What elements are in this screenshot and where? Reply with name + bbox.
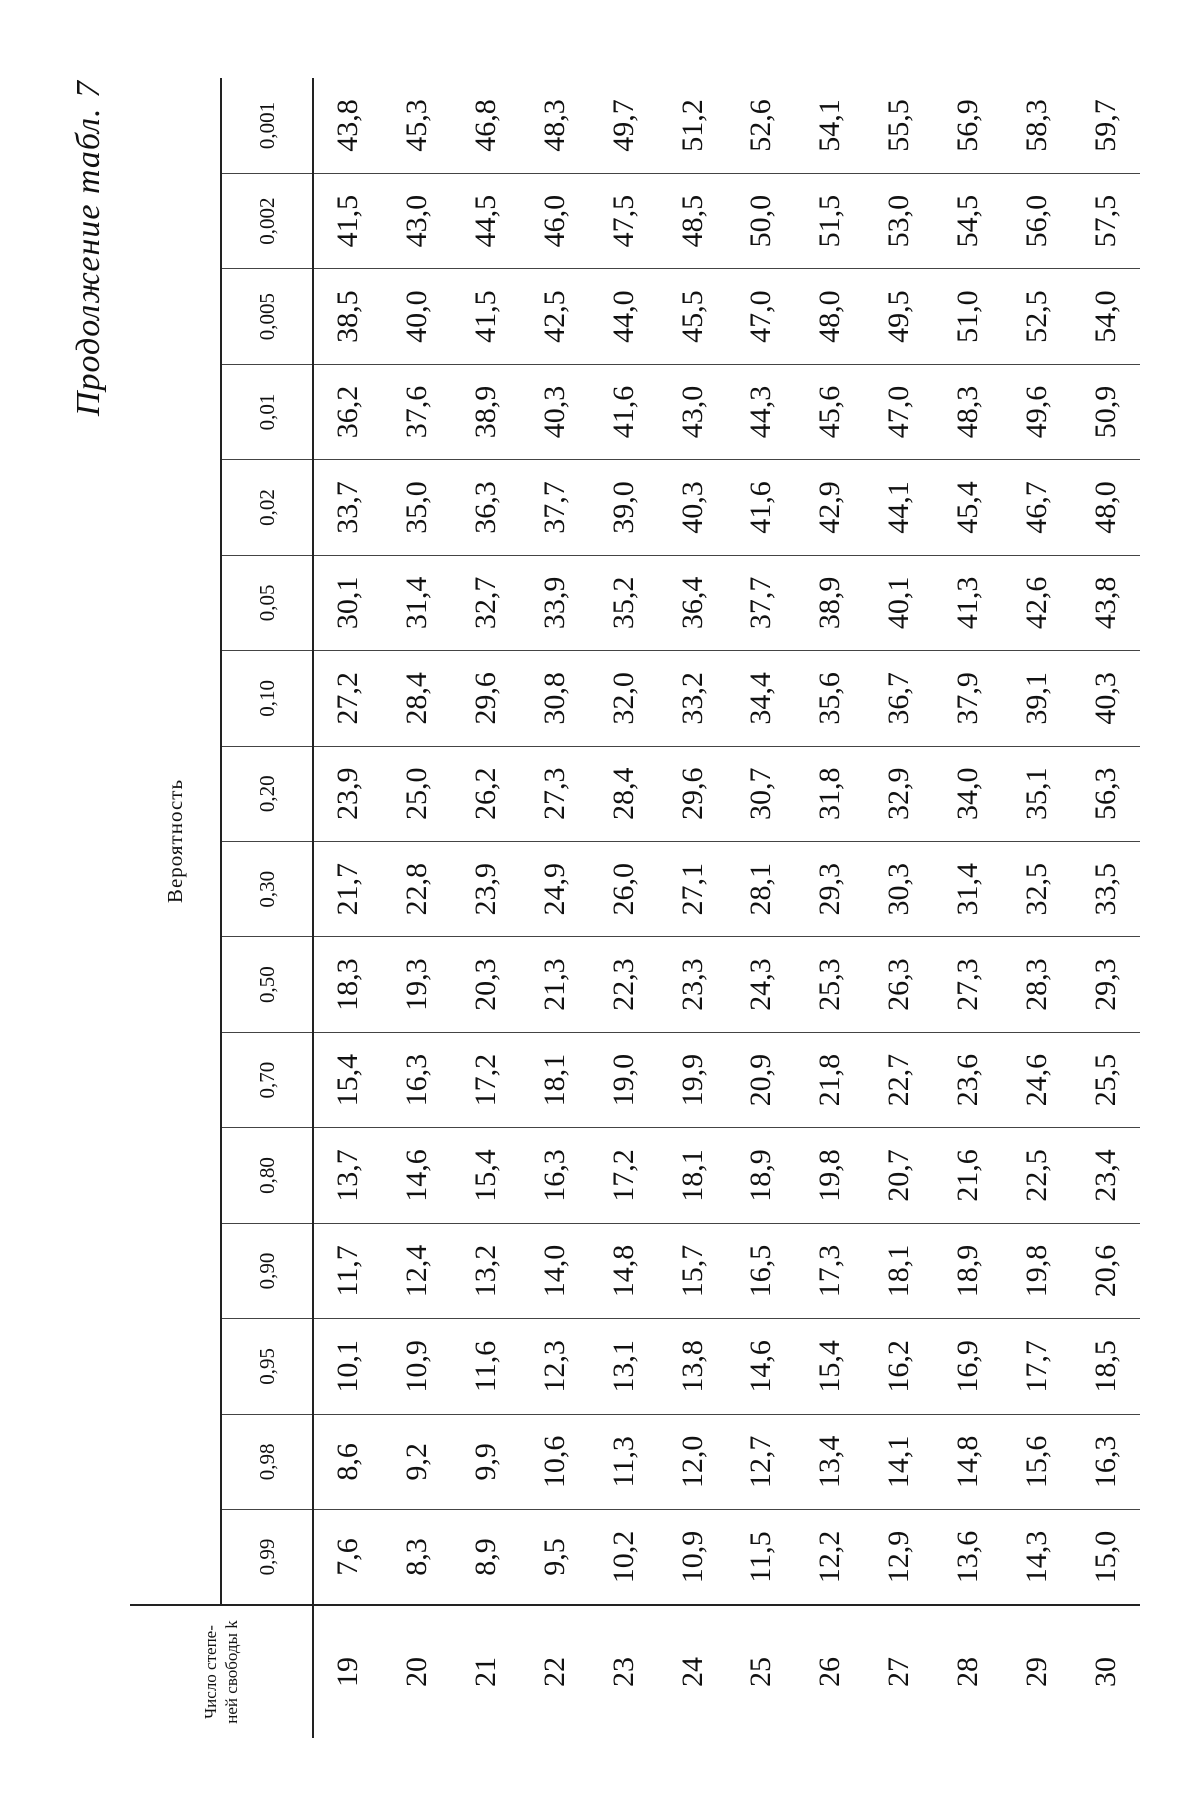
table-cell: 50,9 [1071,364,1140,459]
probability-header-cell: 0,10 [221,651,313,746]
table-row [313,78,383,1738]
table-cell: 10,6 [521,1414,590,1509]
table-row [727,78,796,1738]
table-cell: 27,3 [521,746,590,841]
table-cell: 45,6 [796,364,865,459]
table-cell: 20,7 [865,1128,934,1223]
table-cell: 23,3 [658,937,727,1032]
table-cell: 19,0 [589,1032,658,1127]
table-cell: 29,3 [796,842,865,937]
table-cell: 13,6 [933,1510,1002,1605]
table-cell: 35,1 [1002,746,1071,841]
table-cell: 48,0 [1071,460,1140,555]
table-cell: 17,2 [589,1128,658,1223]
table-cell: 16,3 [383,1032,452,1127]
table-cell: 32,7 [452,555,521,650]
table-cell: 25,0 [383,746,452,841]
table-cell: 56,0 [1002,173,1071,268]
table-cell: 35,6 [796,651,865,746]
table-cell: 40,1 [865,555,934,650]
probability-header-cell: 0,20 [221,746,313,841]
table-row [796,78,865,1738]
table-cell: 17,3 [796,1223,865,1318]
table-cell: 30,7 [727,746,796,841]
table-cell: 19,8 [1002,1223,1071,1318]
table-cell: 39,1 [1002,651,1071,746]
table-cell: 35,2 [589,555,658,650]
probability-header-cell: 0,05 [221,555,313,650]
table-cell: 34,4 [727,651,796,746]
table-cell: 41,3 [933,555,1002,650]
table-row [933,78,1002,1738]
table-cell: 36,2 [313,364,383,459]
table-cell: 49,5 [865,269,934,364]
table-cell: 14,8 [589,1223,658,1318]
table-cell: 27,2 [313,651,383,746]
table-cell: 51,2 [675,99,709,152]
table-cell: 19,8 [796,1128,865,1223]
table-cell: 8,3 [383,1510,452,1605]
table-cell: 11,3 [589,1414,658,1509]
table-row [865,78,934,1738]
table-cell: 32,5 [1002,842,1071,937]
table-cell: 14,6 [383,1128,452,1223]
table-row [658,78,727,1738]
table-cell: 36,4 [658,555,727,650]
probability-header-cell: 0,90 [221,1223,313,1318]
table-cell: 33,5 [1071,842,1140,937]
table-cell: 13,1 [589,1319,658,1414]
table-cell: 28,4 [589,746,658,841]
table-cell: 47,0 [727,269,796,364]
probability-header-cell: 0,80 [221,1128,313,1223]
degrees-of-freedom-cell: 30 [1071,1605,1140,1738]
degrees-of-freedom-cell: 20 [383,1605,452,1738]
table-row [521,78,590,1738]
table-cell: 14,1 [865,1414,934,1509]
table-row [589,78,658,1738]
table-cell: 30,8 [521,651,590,746]
table-cell: 49,7 [606,99,640,152]
table-cell: 19,3 [383,937,452,1032]
table-cell: 15,4 [452,1128,521,1223]
table-cell: 26,2 [452,746,521,841]
table-cell: 27,3 [933,937,1002,1032]
table-cell: 26,0 [589,842,658,937]
table-cell: 12,2 [796,1510,865,1605]
table-body [313,78,1140,1738]
degrees-of-freedom-cell: 29 [1002,1605,1071,1738]
table-cell: 13,4 [796,1414,865,1509]
table-row [452,78,521,1738]
table-cell: 12,7 [727,1414,796,1509]
degrees-of-freedom-header: Число степе- ней свободы k [130,1605,313,1738]
table-cell: 37,9 [933,651,1002,746]
table-cell: 40,3 [658,460,727,555]
table-cell: 28,4 [383,651,452,746]
table-cell: 24,6 [1002,1032,1071,1127]
table-cell: 10,9 [658,1510,727,1605]
table-cell: 23,4 [1071,1128,1140,1223]
table-cell: 41,6 [589,364,658,459]
probability-header-cell: 0,02 [221,460,313,555]
table-cell: 24,3 [727,937,796,1032]
table-cell: 35,0 [383,460,452,555]
probability-header-cell: 0,005 [221,269,313,364]
degrees-of-freedom-cell: 21 [452,1605,521,1738]
table-cell: 22,7 [865,1032,934,1127]
table-cell: 56,9 [950,99,984,152]
degrees-of-freedom-cell: 24 [658,1605,727,1738]
table-cell: 16,2 [865,1319,934,1414]
table-cell: 30,3 [865,842,934,937]
table-cell: 11,5 [727,1510,796,1605]
table-cell: 20,3 [452,937,521,1032]
table-cell: 24,9 [521,842,590,937]
table-cell: 48,0 [796,269,865,364]
table-cell: 9,5 [521,1510,590,1605]
table-cell: 49,6 [1002,364,1071,459]
table-cell: 36,3 [452,460,521,555]
table-cell: 51,5 [796,173,865,268]
table-cell: 46,8 [469,99,503,152]
table-cell: 57,5 [1071,173,1140,268]
table-cell: 41,6 [727,460,796,555]
table-cell: 15,4 [313,1032,383,1127]
table-cell: 18,1 [658,1128,727,1223]
table-cell: 37,6 [383,364,452,459]
table-cell: 9,9 [452,1414,521,1509]
table-cell: 47,0 [865,364,934,459]
table-cell: 32,9 [865,746,934,841]
table-cell: 29,6 [658,746,727,841]
table-cell: 14,0 [521,1223,590,1318]
table-cell: 31,4 [383,555,452,650]
table-cell: 43,0 [383,173,452,268]
probability-header-cell: 0,95 [221,1319,313,1414]
table-cell: 44,1 [865,460,934,555]
table-cell: 41,5 [452,269,521,364]
table-cell: 15,4 [796,1319,865,1414]
table-cell: 8,6 [313,1414,383,1509]
table-caption: Продолжение табл. 7 [70,80,107,417]
table-cell: 7,6 [313,1510,383,1605]
table-cell: 40,3 [521,364,590,459]
table-cell: 27,1 [658,842,727,937]
table-cell: 18,3 [313,937,383,1032]
table-cell: 45,4 [933,460,1002,555]
table-cell: 45,3 [400,99,434,152]
table-cell: 42,5 [521,269,590,364]
table-cell: 50,0 [727,173,796,268]
table-cell: 52,6 [744,99,778,152]
table-cell: 14,6 [727,1319,796,1414]
degrees-of-freedom-cell: 26 [796,1605,865,1738]
table-cell: 32,0 [589,651,658,746]
table-cell: 23,9 [452,842,521,937]
table-cell: 51,0 [933,269,1002,364]
table-row [383,78,452,1738]
table-cell: 18,9 [933,1223,1002,1318]
table-cell: 26,3 [865,937,934,1032]
table-cell: 12,3 [521,1319,590,1414]
table-cell: 9,2 [383,1414,452,1509]
table-cell: 42,9 [796,460,865,555]
table-cell: 11,7 [313,1223,383,1318]
chi-square-table [130,78,1140,1738]
table-cell: 13,8 [658,1319,727,1414]
probability-header-cell: 0,30 [221,842,313,937]
table-cell: 21,3 [521,937,590,1032]
table-cell: 23,6 [933,1032,1002,1127]
table-cell: 55,5 [882,99,916,152]
table-cell: 22,8 [383,842,452,937]
table-cell: 39,0 [589,460,658,555]
table-cell: 46,0 [521,173,590,268]
table-cell: 54,0 [1071,269,1140,364]
table-cell: 16,9 [933,1319,1002,1414]
table-cell: 12,9 [865,1510,934,1605]
table-cell: 18,5 [1071,1319,1140,1414]
table-cell: 44,3 [727,364,796,459]
probability-group-header: Вероятность [130,78,221,1605]
table-cell: 25,5 [1071,1032,1140,1127]
table-cell: 59,7 [1088,99,1122,152]
table-cell: 42,6 [1002,555,1071,650]
table-cell: 18,1 [521,1032,590,1127]
table-cell: 28,1 [727,842,796,937]
table-cell: 13,7 [313,1128,383,1223]
table-cell: 38,9 [796,555,865,650]
probability-header-row [221,78,313,1738]
degrees-of-freedom-cell: 22 [521,1605,590,1738]
table-cell: 48,5 [658,173,727,268]
table-cell: 21,6 [933,1128,1002,1223]
degrees-of-freedom-cell: 23 [589,1605,658,1738]
table-cell: 31,8 [796,746,865,841]
degrees-of-freedom-cell: 25 [727,1605,796,1738]
table-row [1071,78,1140,1738]
table-cell: 44,0 [589,269,658,364]
degrees-of-freedom-cell: 28 [933,1605,1002,1738]
table-cell: 23,9 [313,746,383,841]
table-cell: 20,6 [1071,1223,1140,1318]
table-cell: 53,0 [865,173,934,268]
table-cell: 37,7 [521,460,590,555]
table-cell: 29,6 [452,651,521,746]
table-cell: 56,3 [1071,746,1140,841]
table-cell: 38,9 [452,364,521,459]
table-cell: 34,0 [933,746,1002,841]
table-cell: 43,0 [658,364,727,459]
table-cell: 14,3 [1002,1510,1071,1605]
probability-header-cell: 0,98 [221,1414,313,1509]
table-cell: 28,3 [1002,937,1071,1032]
table-cell: 54,5 [933,173,1002,268]
table-cell: 11,6 [452,1319,521,1414]
table-cell: 37,7 [727,555,796,650]
table-cell: 16,3 [1071,1414,1140,1509]
table-cell: 15,7 [658,1223,727,1318]
probability-header-cell: 0,50 [221,937,313,1032]
table-cell: 10,2 [589,1510,658,1605]
degrees-of-freedom-cell: 19 [313,1605,383,1738]
table-cell: 18,9 [727,1128,796,1223]
table-cell: 22,3 [589,937,658,1032]
table-cell: 10,9 [383,1319,452,1414]
table-cell: 14,8 [933,1414,1002,1509]
table-cell: 47,5 [589,173,658,268]
table-cell: 43,8 [1071,555,1140,650]
table-cell: 12,4 [383,1223,452,1318]
table-cell: 18,1 [865,1223,934,1318]
table-cell: 33,9 [521,555,590,650]
probability-header-cell: 0,001 [221,78,313,173]
table-cell: 52,5 [1002,269,1071,364]
table-cell: 38,5 [313,269,383,364]
table-cell: 33,2 [658,651,727,746]
table-cell: 40,0 [383,269,452,364]
table-cell: 43,8 [331,99,365,152]
probability-header-cell: 0,01 [221,364,313,459]
table-cell: 12,0 [658,1414,727,1509]
table-cell: 19,9 [658,1032,727,1127]
table-cell: 8,9 [452,1510,521,1605]
table-cell: 36,7 [865,651,934,746]
table-cell: 31,4 [933,842,1002,937]
table-cell: 41,5 [313,173,383,268]
table-cell: 15,0 [1071,1510,1140,1605]
table-cell: 22,5 [1002,1128,1071,1223]
table-cell: 29,3 [1071,937,1140,1032]
table-cell: 10,1 [313,1319,383,1414]
table-cell: 21,8 [796,1032,865,1127]
table-row [1002,78,1071,1738]
degrees-of-freedom-cell: 27 [865,1605,934,1738]
table-cell: 48,3 [537,99,571,152]
table-cell: 16,5 [727,1223,796,1318]
table-cell: 17,7 [1002,1319,1071,1414]
table-cell: 45,5 [658,269,727,364]
table-cell: 46,7 [1002,460,1071,555]
table-cell: 40,3 [1071,651,1140,746]
probability-header-cell: 0,70 [221,1032,313,1127]
table-cell: 13,2 [452,1223,521,1318]
probability-header-cell: 0,002 [221,173,313,268]
probability-header-cell: 0,99 [221,1510,313,1605]
table-cell: 54,1 [813,99,847,152]
table-cell: 58,3 [1019,99,1053,152]
table-cell: 17,2 [452,1032,521,1127]
table-cell: 33,7 [313,460,383,555]
table-cell: 44,5 [452,173,521,268]
table-cell: 48,3 [933,364,1002,459]
table-cell: 15,6 [1002,1414,1071,1509]
table-cell: 21,7 [313,842,383,937]
table-cell: 20,9 [727,1032,796,1127]
table-cell: 30,1 [313,555,383,650]
table-cell: 25,3 [796,937,865,1032]
table-cell: 16,3 [521,1128,590,1223]
